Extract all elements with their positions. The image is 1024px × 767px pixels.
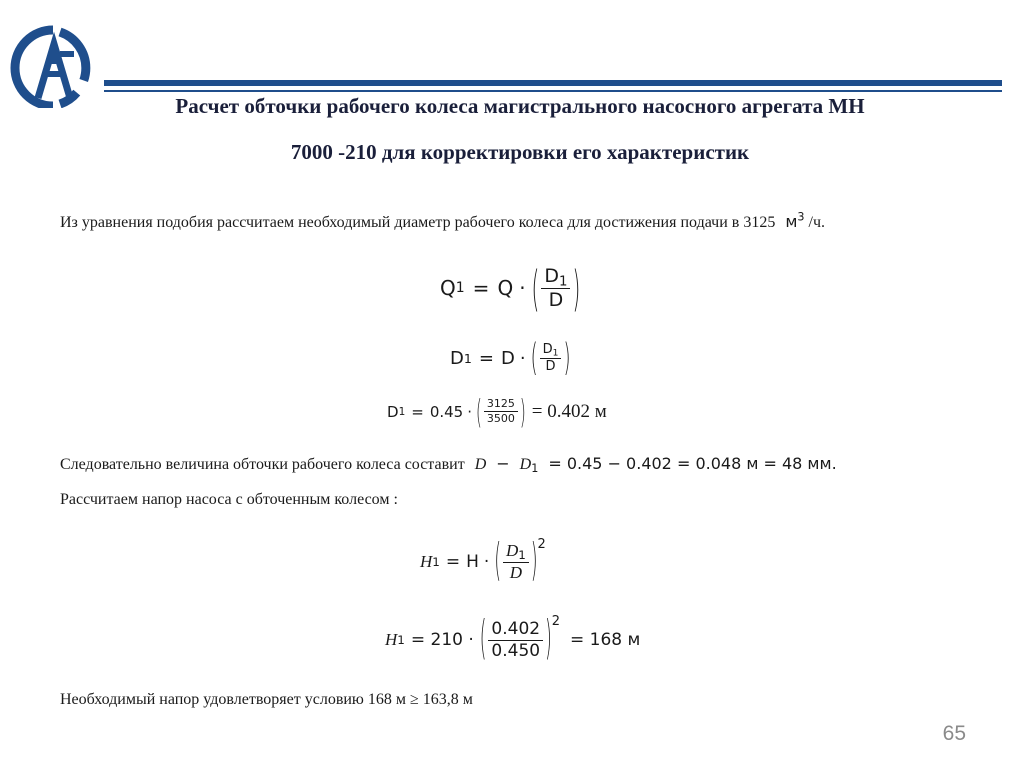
intro-paragraph (60, 212, 825, 232)
intro-text: Из уравнения подобия рассчитаем необходимый диаметр рабочего колеса для достижения подачи в 3125 (60, 214, 776, 231)
header-rule-thick (104, 80, 1002, 86)
formula-head-similarity: H 1 = H · ( $\frac{D_1}{D}$ ) 2 (420, 536, 546, 589)
trim-text: Следовательно величина обточки рабочего колеса составит (60, 456, 465, 473)
slide-title-line2: 7000 -210 для корректировки его характеристик (290, 140, 750, 164)
formula-diameter-value: D 1 = 0.45 · ( $\frac{3125}{3500}$ ) = 0.402 м (387, 391, 607, 432)
formula-diameter: D 1 = D · ( $\frac{D_1}{D}$ ) (450, 336, 571, 381)
trim-result: = 0.45 − 0.402 = 0.048 м = 48 мм. (548, 454, 837, 473)
trim-paragraph: Следовательно величина обточки рабочего колеса составит $D - D_1 = 0.45 - 0.402 = 0.048$ м = 48 мм. (60, 454, 837, 475)
formula-flow-similarity: Q 1 = Q · ( $\frac{D_1}{D}$ ) (440, 259, 581, 318)
intro-unit-tail: /ч. (808, 214, 826, 231)
intro-unit: $м^3$ (785, 210, 805, 231)
conclusion-paragraph: Необходимый напор удовлетворяет условию 168 м ≥ 163,8 м (60, 691, 473, 708)
head-paragraph: Рассчитаем напор насоса с обточенным колесом : (60, 491, 398, 508)
header-rule-thin (104, 90, 1002, 92)
slide-title-line1: Расчет обточки рабочего колеса магистрального насосного агрегата МН (175, 94, 865, 118)
page-number: 65 (942, 722, 966, 745)
formula-head-value: H 1 = 210 · ( $\frac{0.402}{0.450}$ ) 2 = 168 м (385, 613, 641, 668)
